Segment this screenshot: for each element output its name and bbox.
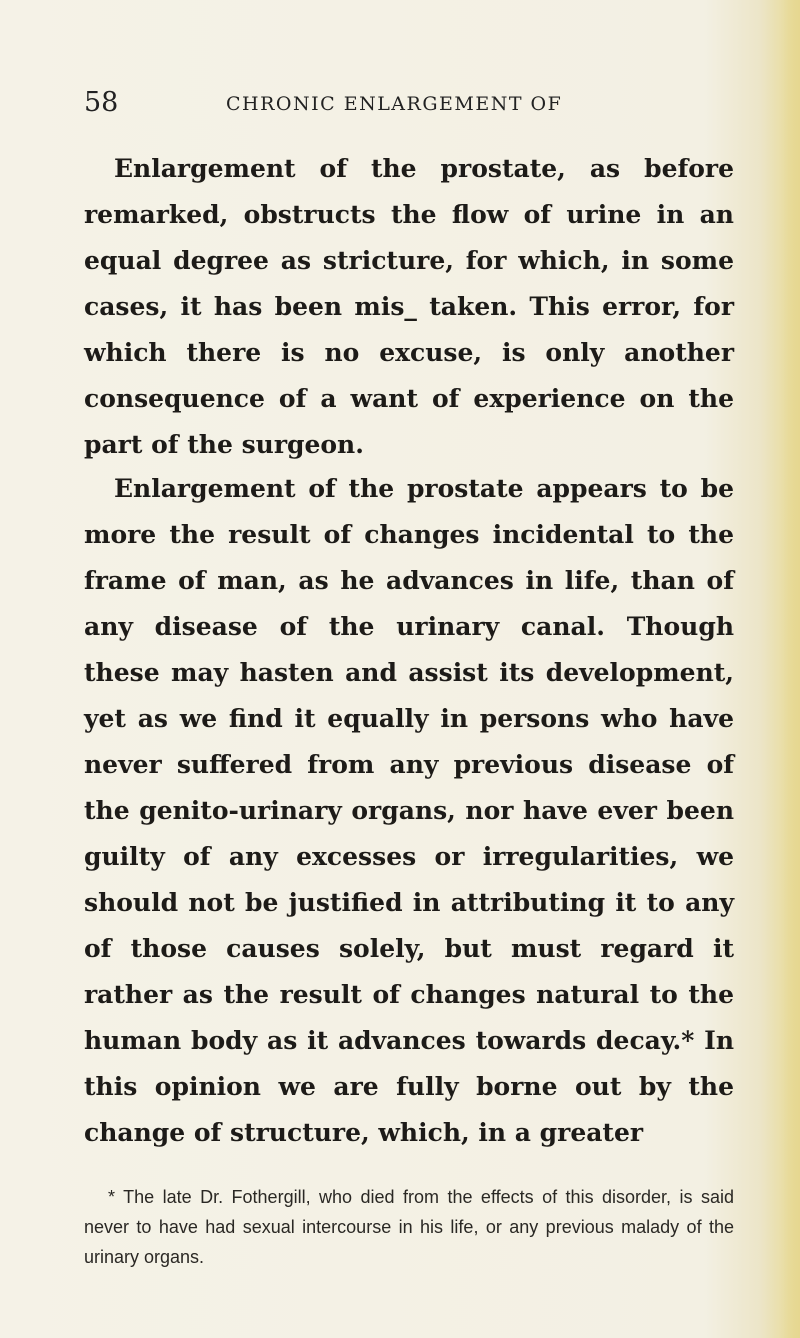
paragraph-2-block bbox=[84, 466, 734, 1156]
footnote bbox=[84, 1182, 734, 1272]
footnote-text: * The late Dr. Fothergill, who died from the effects of this disorder, is said never to have had sexual intercourse in his life, or any previous malady of the urinary organs. bbox=[84, 1187, 734, 1267]
running-head: CHRONIC ENLARGEMENT OF bbox=[226, 93, 563, 115]
paragraph-1-block bbox=[84, 146, 734, 468]
page-number: 58 bbox=[84, 87, 119, 118]
page-header bbox=[84, 88, 734, 118]
page-edge-discoloration bbox=[782, 0, 800, 1338]
paragraph-1: Enlargement of the prostate, as before remarked, obstructs the flow of urine in an equal degree as stricture, for which, in some cases, it has been mis_ taken. This error, for which there is no excuse, is only another consequence of a want of experience on the part of the surgeon. bbox=[84, 154, 734, 459]
paragraph-2: Enlargement of the prostate appears to be more the result of changes incidental to the frame of man, as he advances in life, than of any disease of the urinary canal. Though these may hasten and assist its development, yet as we find it equally in persons who have never suffered from any previous disease of the genito-urinary organs, nor have ever been guilty of any excesses or irregularities, we should not be justified in attributing it to any of those causes solely, but must regard it rather as the result of changes natural to the human body as it advances towards decay.* In this opinion we are fully borne out by the change of structure, which, in a greater bbox=[84, 474, 734, 1147]
